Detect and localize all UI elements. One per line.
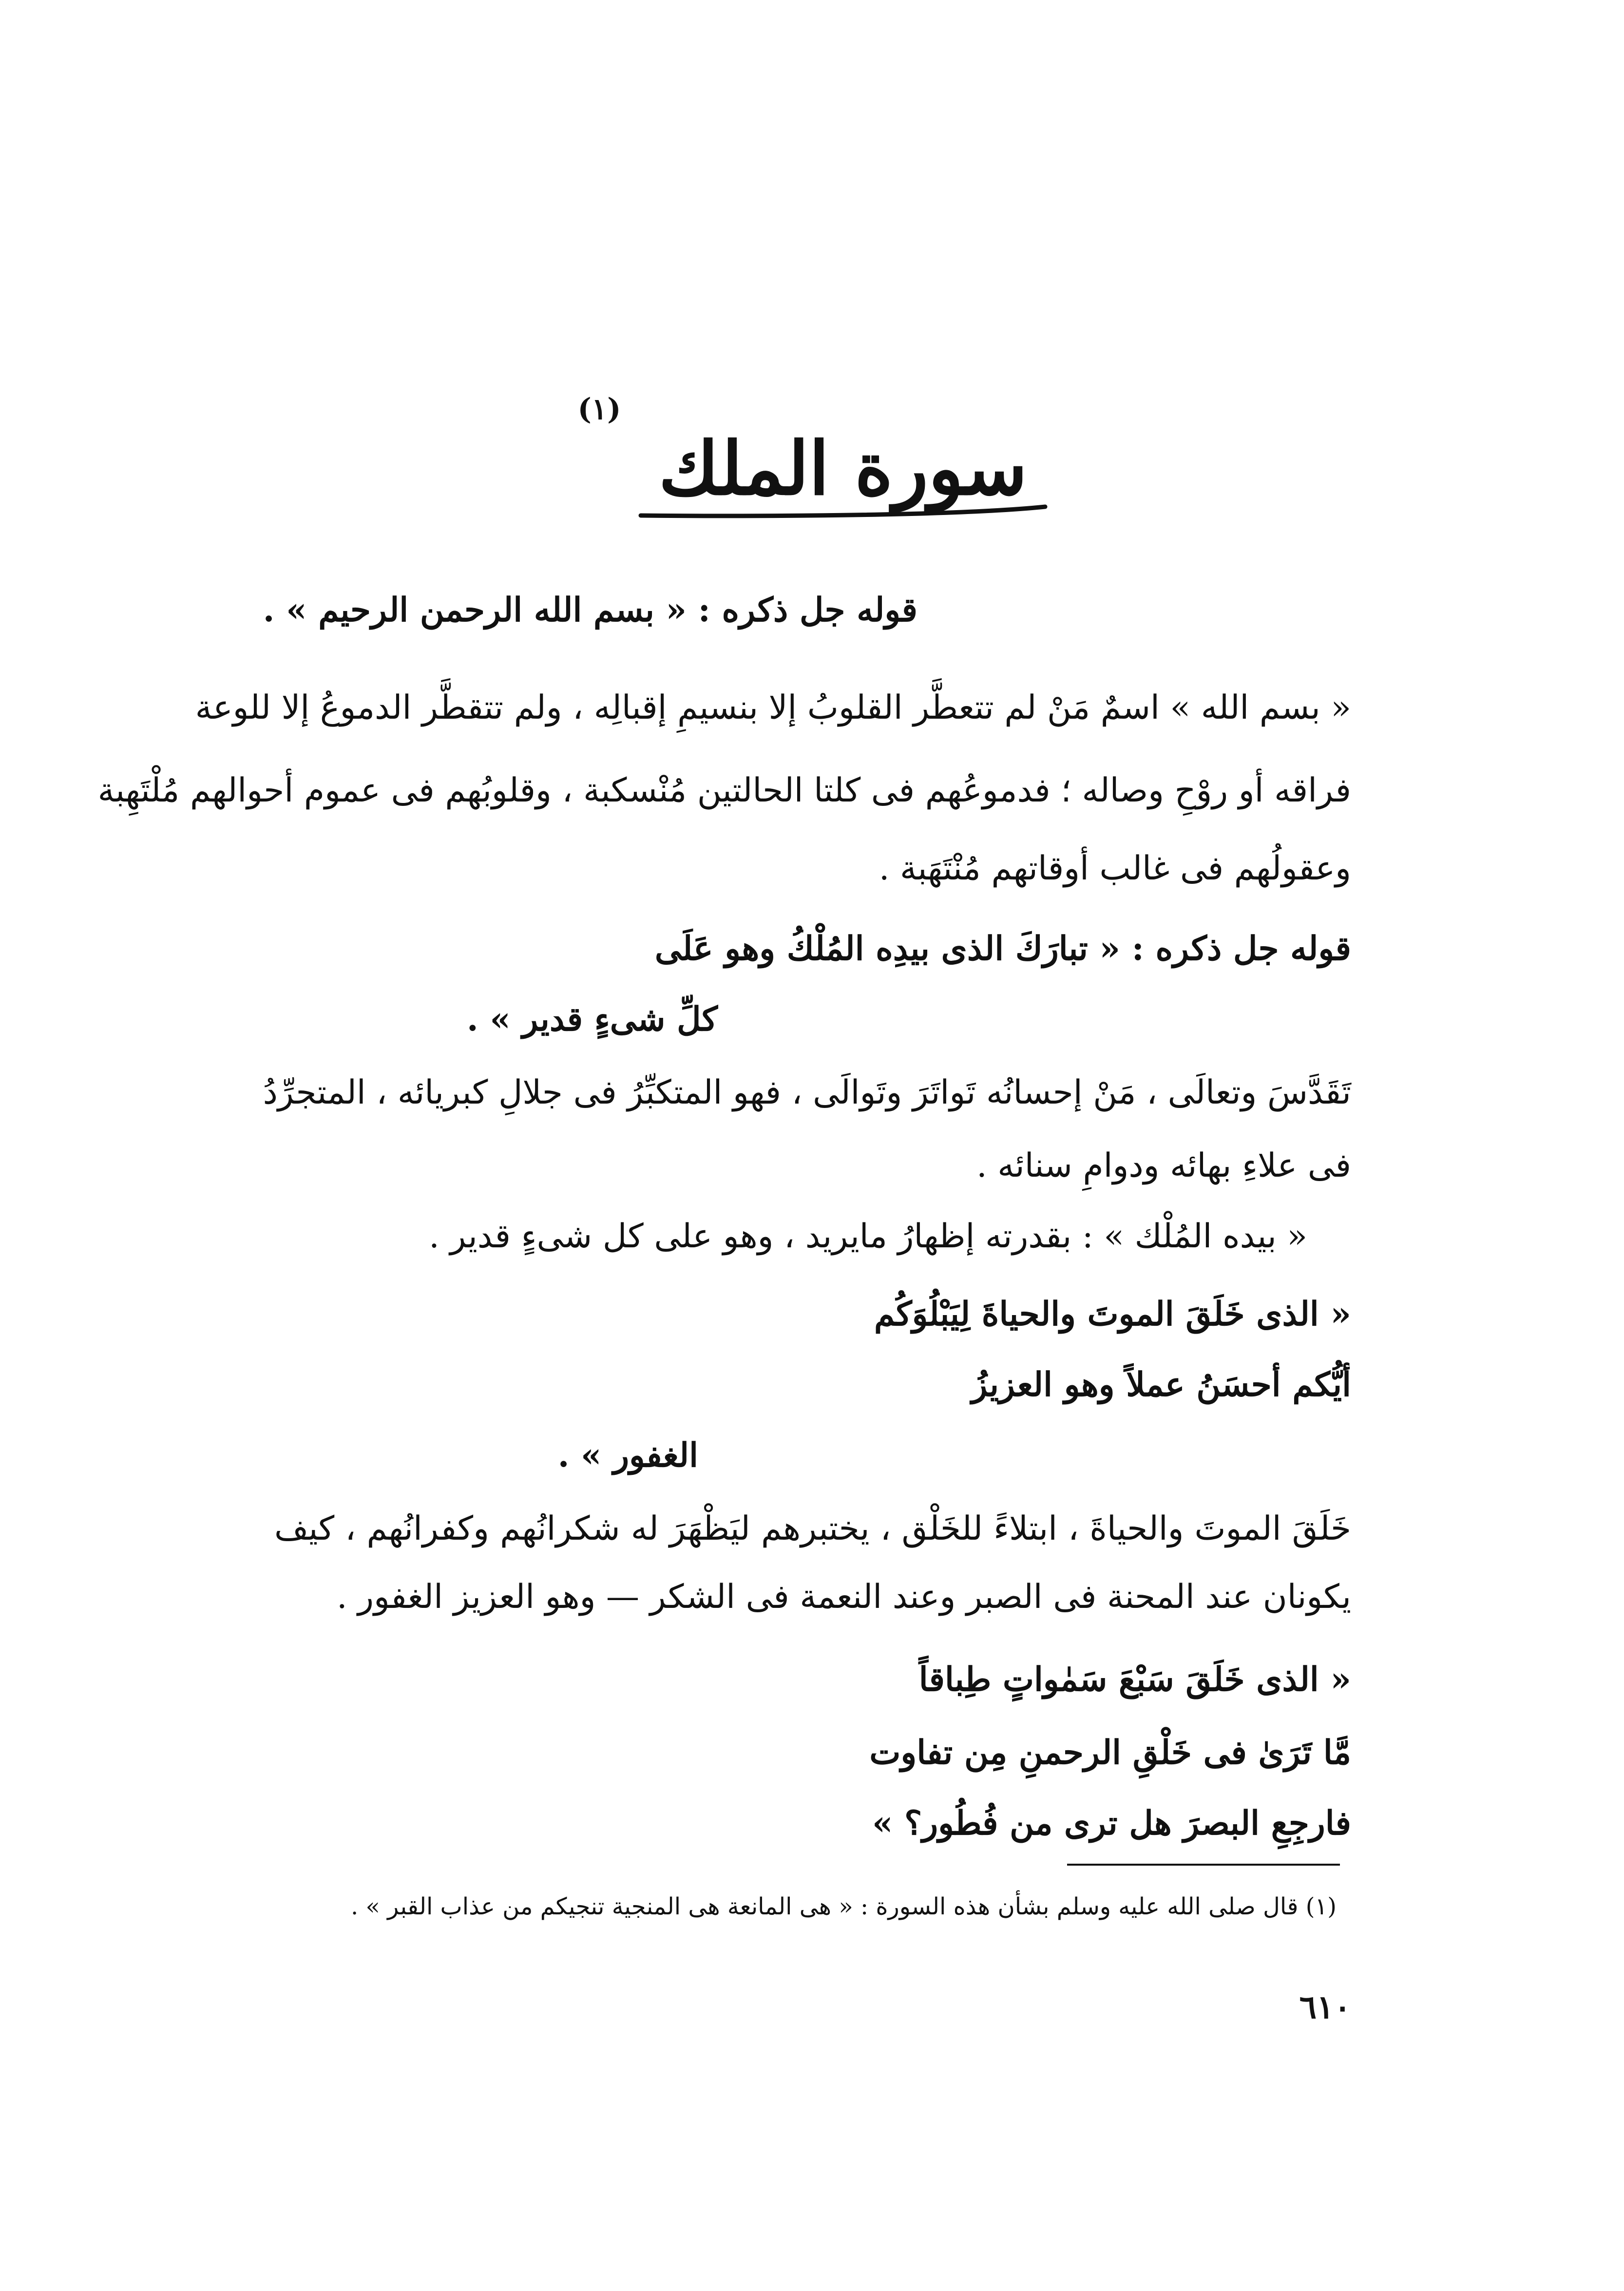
commentary-basmala-line-3: وعقولُهم فى غالب أوقاتهم مُنْتَهَبة . <box>879 849 1351 888</box>
footnote-separator-rule <box>1067 1864 1340 1866</box>
commentary-verse-2-line-1: خَلَقَ الموتَ والحياةَ ، ابتلاءً للخَلْق ، يختبرهم ليَظْهَرَ له شكرانُهم وكفرانُهم ، كيف <box>274 1509 1351 1548</box>
commentary-basmala-line-1: « بسم الله » اسمٌ مَنْ لم تتعطَّر القلوبُ إلا بنسيمِ إقبالِه ، ولم تتقطَّر الدموعُ إلا للوعة <box>195 688 1351 727</box>
commentary-verse-1-line-2: فى علاءِ بهائه ودوامِ سنائه . <box>976 1146 1351 1185</box>
heading-basmala-line-1: قوله جل ذكره : « بسم الله الرحمن الرحيم » . <box>263 591 917 630</box>
commentary-verse-1-line-1: تَقَدَّسَ وتعالَى ، مَنْ إحسانُه تَواتَرَ وتَوالَى ، فهو المتكبِّرُ فى جلالِ كبريائه ، المتجرِّدُ <box>263 1073 1351 1112</box>
heading-verse-1-line-1: قوله جل ذكره : « تبارَكَ الذى بيدِه المُلْكُ وهو عَلَى <box>654 929 1351 968</box>
heading-verse-2-line-3: الغفور » . <box>557 1436 698 1475</box>
footnote-text: (١) قال صلى الله عليه وسلم بشأن هذه السورة : « هى المانعة هى المنجية تنجيكم من عذاب القبر » . <box>350 1893 1337 1920</box>
heading-verse-1-line-2: كلِّ شىءٍ قدير » . <box>466 1000 718 1039</box>
title-flourish-ornament <box>638 502 1048 521</box>
heading-verse-2-line-1: « الذى خَلَقَ الموتَ والحياةَ لِيَبْلُوَكُم <box>874 1295 1351 1334</box>
commentary-basmala-line-2: فراقه أو روْحِ وصاله ؛ فدموعُهم فى كلتا الحالتين مُنْسكبة ، وقلوبُهم فى عموم أحوالهم مُلْتَهِبة <box>97 771 1351 810</box>
title-footnote-marker: (١) <box>577 392 621 426</box>
surah-title: سورة الملك <box>658 426 1028 512</box>
heading-verse-3-line-1: « الذى خَلَقَ سَبْعَ سَمٰواتٍ طِباقاً <box>918 1660 1351 1699</box>
commentary-verse-2-line-2: يكونان عند المحنة فى الصبر وعند النعمة فى الشكر — وهو العزيز الغفور . <box>336 1578 1351 1616</box>
page-number: ٦١٠ <box>1299 1988 1351 2026</box>
heading-verse-2-line-2: أيُّكم أحسَنُ عملاً وهو العزيزُ <box>971 1365 1351 1404</box>
commentary-verse-1-b-line-1: « بيده المُلْك » : بقدرته إظهارُ مايريد ، وهو على كل شىءٍ قدير . <box>429 1217 1307 1256</box>
heading-verse-3-line-2: مَّا تَرَىٰ فى خَلْقِ الرحمنِ مِن تفاوت <box>869 1733 1351 1772</box>
heading-verse-3-line-3: فارجِعِ البصرَ هل ترى من فُطُور؟ » <box>872 1804 1351 1843</box>
